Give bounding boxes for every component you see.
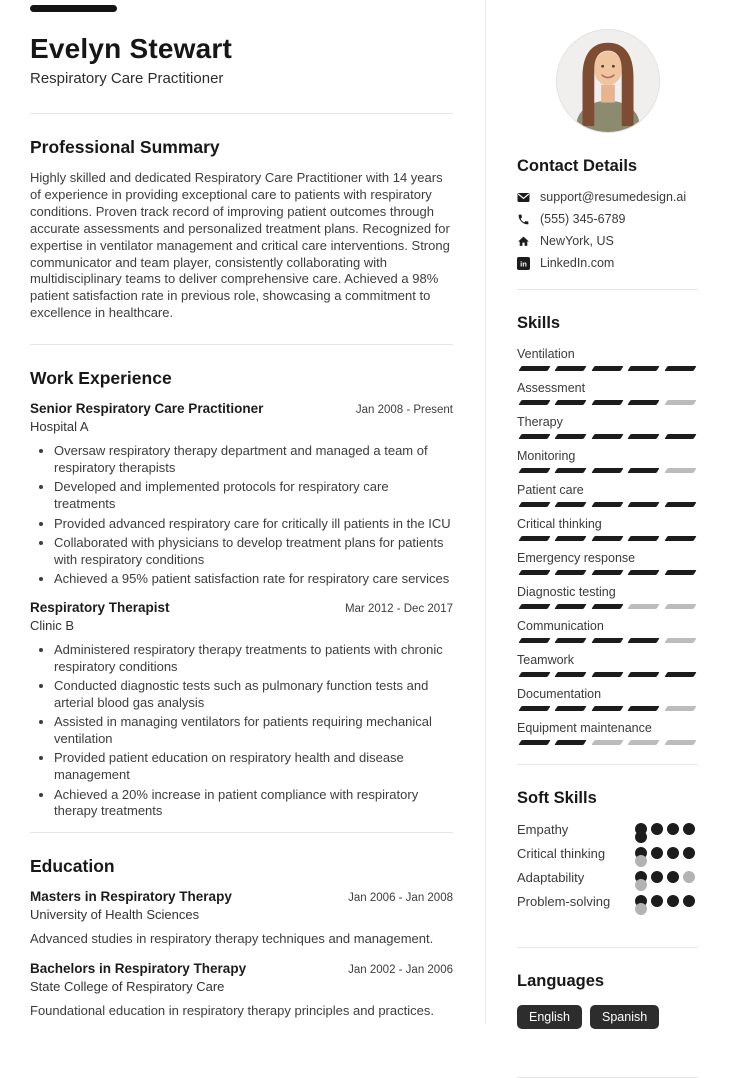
skill-level-bar (517, 400, 698, 405)
skill-bar-segment (555, 468, 588, 473)
job-bullet: • Achieved a 95% patient satisfaction rate for respiratory care services (54, 571, 453, 588)
skill-bar-segment (555, 400, 588, 405)
skill-bar-segment (518, 400, 551, 405)
skill-bar-segment (555, 740, 588, 745)
main-column (30, 0, 453, 1033)
skill-bar-segment (628, 706, 661, 711)
skill-bar-segment (518, 502, 551, 507)
job-dates: Mar 2012 - Dec 2017 (344, 602, 453, 615)
summary-text: Highly skilled and dedicated Respiratory Care Practitioner with 14 years of experience in providing exceptional care to patients with respiratory conditions. Proven track record of improving patient outcomes through accurate assessments and personalized treatment plans. Recognized for expertise in ventilator management and critical care interventions. Strong communicator and team player, consistently collaborating with multidisciplinary teams to deliver comprehensive care. Achieved a 98% patient satisfaction rate in previous role, showcasing a commitment to excellence in healthcare. (30, 170, 450, 321)
skill-bar-segment (664, 434, 697, 439)
degree-description: Foundational education in respiratory therapy principles and practices. (30, 1002, 434, 1018)
skill-bar-segment (664, 366, 697, 371)
language-badge: English (517, 1005, 582, 1029)
skill-level-bar (517, 672, 698, 677)
contact-item-linkedin[interactable] (517, 256, 698, 270)
contact-heading: Contact Details (517, 157, 638, 175)
skill-row (517, 619, 698, 643)
soft-skill-dot (667, 871, 679, 883)
skill-bar-segment (628, 740, 661, 745)
soft-skill-dot (683, 823, 695, 835)
skill-bar-segment (591, 366, 624, 371)
soft-skill-name: Critical thinking (517, 846, 606, 861)
envelope-icon (517, 191, 530, 204)
skill-bar-segment (555, 638, 588, 643)
soft-skill-dot (651, 847, 663, 859)
soft-skill-dot (683, 895, 695, 907)
skill-level-bar (517, 570, 698, 575)
header-divider (30, 113, 453, 114)
soft-skill-dot (635, 903, 647, 915)
skill-bar-segment (591, 570, 624, 575)
skill-bar-segment (518, 468, 551, 473)
skill-bar-segment (555, 434, 588, 439)
skill-bar-segment (555, 706, 588, 711)
skill-row (517, 381, 698, 405)
profile-photo (556, 29, 660, 133)
soft-skill-dot (683, 847, 695, 859)
skill-bar-segment (555, 604, 588, 609)
skill-bar-segment (555, 570, 588, 575)
job-bullet: • Achieved a 20% increase in patient compliance with respiratory therapy treatments (54, 787, 453, 820)
soft-skill-dot (651, 823, 663, 835)
contact-item-phone (517, 212, 698, 226)
skill-bar-segment (518, 434, 551, 439)
skill-bar-segment (518, 366, 551, 371)
soft-skill-row (517, 894, 698, 909)
skill-row (517, 585, 698, 609)
summary-heading: Professional Summary (30, 137, 220, 157)
skills-section (517, 314, 698, 745)
job-bullet-list (30, 642, 453, 820)
summary-section (30, 137, 453, 322)
soft-skill-name: Adaptability (517, 870, 585, 885)
skill-level-bar (517, 468, 698, 473)
degree-header (30, 889, 453, 904)
languages-section (517, 972, 698, 1029)
skill-bar-segment (664, 672, 697, 677)
skill-row (517, 551, 698, 575)
skill-bar-segment (591, 740, 624, 745)
home-icon (517, 235, 530, 248)
job-company: Hospital A (30, 419, 89, 435)
job-entry (30, 401, 453, 588)
job-title: Senior Respiratory Care Practitioner (30, 401, 264, 417)
degree-dates: Jan 2006 - Jan 2008 (348, 891, 453, 904)
job-bullet-list (30, 443, 453, 588)
soft-skill-dot (651, 895, 663, 907)
skill-bar-segment (591, 604, 624, 609)
education-section (30, 856, 453, 1018)
job-bullet: • Provided patient education on respiratory health and disease management (54, 750, 453, 783)
degree-entry (30, 961, 453, 1018)
soft-skill-dots (635, 846, 697, 859)
skill-bar-segment (628, 468, 661, 473)
woman-portrait-illustration (557, 30, 659, 132)
skill-bar-segment (518, 740, 551, 745)
soft-skill-dot (651, 871, 663, 883)
skill-level-bar (517, 638, 698, 643)
skill-name: Critical thinking (517, 517, 602, 531)
skill-row (517, 347, 698, 371)
skill-bar-segment (628, 570, 661, 575)
soft-skill-name: Problem-solving (517, 894, 611, 909)
job-header (30, 401, 453, 416)
skill-name: Emergency response (517, 551, 636, 565)
language-badge: Spanish (590, 1005, 659, 1029)
skill-bar-segment (555, 366, 588, 371)
soft-skill-dot (635, 831, 647, 843)
skill-bar-segment (518, 672, 551, 677)
column-divider (485, 0, 486, 1024)
skill-bar-segment (628, 366, 661, 371)
job-bullet: • Oversaw respiratory therapy department and managed a team of respiratory therapists (54, 443, 453, 476)
skill-bar-segment (628, 434, 661, 439)
contact-linkedin: LinkedIn.com (540, 256, 615, 270)
skill-level-bar (517, 706, 698, 711)
skill-name: Patient care (517, 483, 584, 497)
soft-skill-dots (635, 822, 697, 835)
person-title: Respiratory Care Practitioner (30, 70, 224, 87)
skill-bar-segment (664, 706, 697, 711)
skill-bar-segment (628, 400, 661, 405)
soft-skill-dot (667, 847, 679, 859)
soft-skill-row (517, 870, 698, 885)
soft-skill-dot (635, 855, 647, 867)
skill-bar-segment (664, 502, 697, 507)
contact-location: NewYork, US (540, 234, 614, 248)
degree-school: University of Health Sciences (30, 906, 200, 922)
svg-text:in: in (520, 259, 527, 269)
soft-skills-divider (517, 947, 698, 948)
skill-bar-segment (628, 638, 661, 643)
skill-level-bar (517, 502, 698, 507)
degree-title: Masters in Respiratory Therapy (30, 888, 232, 904)
skill-name: Diagnostic testing (517, 585, 616, 599)
skill-bar-segment (591, 536, 624, 541)
soft-skills-section (517, 789, 698, 928)
skill-row (517, 721, 698, 745)
skill-bar-segment (628, 604, 661, 609)
skill-bar-segment (518, 706, 551, 711)
skill-name: Assessment (517, 381, 586, 395)
skill-bar-segment (628, 502, 661, 507)
skill-name: Equipment maintenance (517, 721, 652, 735)
job-dates: Jan 2008 - Present (355, 404, 453, 417)
skill-bar-segment (518, 638, 551, 643)
skill-bar-segment (664, 604, 697, 609)
linkedin-icon (517, 257, 530, 270)
job-bullet: • Collaborated with physicians to develop treatment plans for patients with respiratory conditions (54, 535, 453, 568)
skill-bar-segment (555, 672, 588, 677)
degree-title: Bachelors in Respiratory Therapy (30, 960, 247, 976)
degree-dates: Jan 2002 - Jan 2006 (348, 963, 453, 976)
skill-bar-segment (664, 570, 697, 575)
contact-item-email (517, 190, 698, 204)
skill-name: Communication (517, 619, 604, 633)
job-header (30, 600, 453, 615)
contact-section (517, 157, 698, 270)
job-bullet: • Developed and implemented protocols for respiratory care treatments (54, 479, 453, 512)
soft-skill-name: Empathy (517, 822, 569, 837)
skill-name: Ventilation (517, 347, 575, 361)
soft-skill-row (517, 822, 698, 837)
skill-bar-segment (664, 740, 697, 745)
soft-skill-dot (683, 871, 695, 883)
languages-heading: Languages (517, 972, 605, 990)
skill-bar-segment (591, 400, 624, 405)
skills-divider (517, 764, 698, 765)
job-bullet: • Administered respiratory therapy treatments to patients with chronic respiratory conditions (54, 642, 453, 675)
skill-bar-segment (591, 434, 624, 439)
sidebar (517, 0, 698, 1078)
degree-entry (30, 889, 453, 946)
degree-description: Advanced studies in respiratory therapy techniques and management. (30, 930, 434, 946)
skill-bar-segment (518, 570, 551, 575)
skill-bar-segment (518, 604, 551, 609)
skill-level-bar (517, 740, 698, 745)
summary-divider (30, 344, 453, 345)
skill-row (517, 415, 698, 439)
skill-row (517, 449, 698, 473)
experience-section (30, 368, 453, 820)
skill-bar-segment (628, 672, 661, 677)
experience-divider (30, 832, 453, 833)
skill-name: Teamwork (517, 653, 574, 667)
soft-skill-dot (667, 823, 679, 835)
contact-item-location (517, 234, 698, 248)
skill-bar-segment (591, 706, 624, 711)
skill-bar-segment (518, 536, 551, 541)
contact-phone: (555) 345-6789 (540, 212, 626, 226)
soft-skills-heading: Soft Skills (517, 789, 597, 807)
skill-bar-segment (555, 536, 588, 541)
person-name: Evelyn Stewart (30, 33, 232, 64)
skill-bar-segment (628, 536, 661, 541)
skill-bar-segment (591, 672, 624, 677)
skill-bar-segment (591, 468, 624, 473)
language-badges (517, 1005, 698, 1029)
skill-name: Monitoring (517, 449, 576, 463)
job-bullet: • Conducted diagnostic tests such as pulmonary function tests and arterial blood gas analysis (54, 678, 453, 711)
contact-email: support@resumedesign.ai (540, 190, 687, 204)
skill-bar-segment (555, 502, 588, 507)
experience-heading: Work Experience (30, 368, 172, 389)
education-heading: Education (30, 855, 115, 876)
phone-icon (517, 213, 530, 226)
skills-heading: Skills (517, 314, 561, 332)
skill-bar-segment (591, 502, 624, 507)
soft-skill-dots (635, 870, 697, 883)
skill-level-bar (517, 604, 698, 609)
skill-bar-segment (664, 536, 697, 541)
skill-name: Documentation (517, 687, 602, 701)
skill-row (517, 517, 698, 541)
skill-level-bar (517, 536, 698, 541)
job-bullet: • Assisted in managing ventilators for patients requiring mechanical ventilation (54, 714, 453, 747)
job-company: Clinic B (30, 617, 75, 633)
skill-bar-segment (664, 638, 697, 643)
soft-skill-dot (635, 879, 647, 891)
job-title: Respiratory Therapist (30, 599, 170, 615)
contact-divider (517, 289, 698, 290)
skill-bar-segment (591, 638, 624, 643)
skill-level-bar (517, 434, 698, 439)
skill-bar-segment (664, 468, 697, 473)
degree-school: State College of Respiratory Care (30, 978, 225, 994)
skill-name: Therapy (517, 415, 563, 429)
soft-skill-dots (635, 894, 697, 907)
job-bullet: • Provided advanced respiratory care for critically ill patients in the ICU (54, 516, 453, 533)
skill-row (517, 653, 698, 677)
skill-bar-segment (664, 400, 697, 405)
skill-row (517, 483, 698, 507)
soft-skill-row (517, 846, 698, 861)
soft-skill-dot (667, 895, 679, 907)
skill-level-bar (517, 366, 698, 371)
skill-row (517, 687, 698, 711)
job-entry (30, 600, 453, 820)
degree-header (30, 961, 453, 976)
